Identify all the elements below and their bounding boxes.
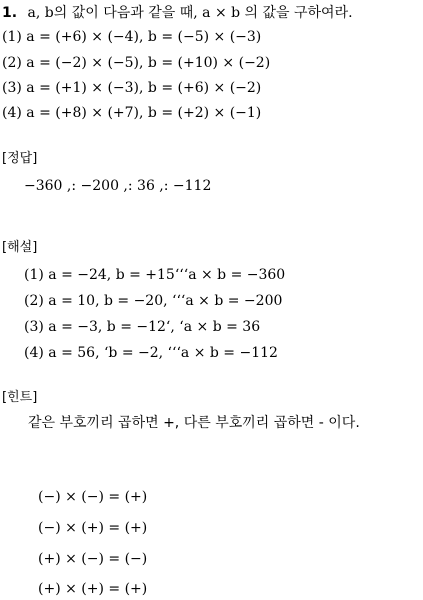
answer-text: −360 ,: −200 ,: 36 ,: −112 [24, 178, 212, 194]
explanation-item-3: (3) a = −3, b = −12‘, ‘a × b = 36 [24, 319, 261, 335]
question-number: 1. [2, 5, 18, 21]
hint-heading: [힌트] [2, 390, 38, 405]
question-stem: a, b의 값이 다음과 같을 때, a × b 의 값을 구하여라. [27, 5, 353, 21]
question-item-2: (2) a = (−2) × (−5), b = (+10) × (−2) [2, 55, 271, 71]
question-item-1: (1) a = (+6) × (−4), b = (−5) × (−3) [2, 29, 262, 45]
question-item-4: (4) a = (+8) × (+7), b = (+2) × (−1) [2, 105, 262, 121]
hint-rule-4: (+) × (+) = (+) [38, 581, 148, 597]
explanation-item-1: (1) a = −24, b = +15‘‘‘a × b = −360 [24, 267, 286, 283]
answer-heading: [정답] [2, 151, 38, 166]
question-header [2, 4, 353, 22]
explanation-item-2: (2) a = 10, b = −20, ‘‘‘a × b = −200 [24, 293, 283, 309]
hint-rule-3: (+) × (−) = (−) [38, 551, 148, 567]
hint-text: 같은 부호끼리 곱하면 +, 다른 부호끼리 곱하면 - 이다. [28, 415, 360, 431]
explanation-heading: [해설] [2, 240, 38, 255]
question-item-3: (3) a = (+1) × (−3), b = (+6) × (−2) [2, 80, 262, 96]
hint-rule-2: (−) × (+) = (+) [38, 520, 148, 536]
hint-rule-1: (−) × (−) = (+) [38, 489, 148, 505]
explanation-item-4: (4) a = 56, ‘b = −2, ‘‘‘a × b = −112 [24, 345, 278, 361]
